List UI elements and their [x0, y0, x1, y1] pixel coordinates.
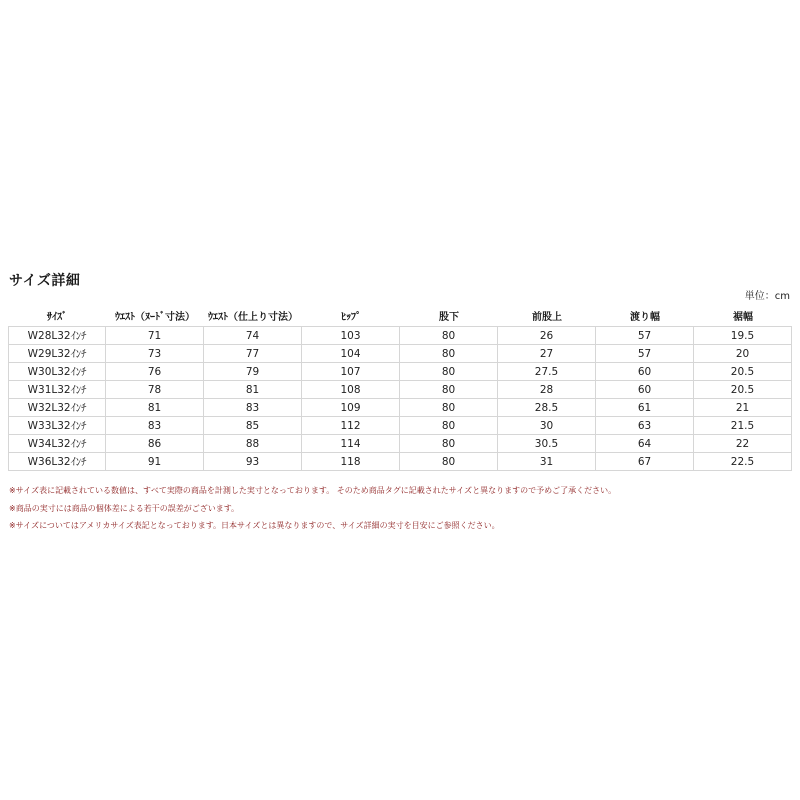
header-hip: ﾋｯﾌﾟ	[341, 311, 361, 323]
cell-hem-width: 22	[694, 435, 792, 453]
note-measurement: ※サイズ表に記載されている数値は、すべて実際の商品を計測した実寸となっております。 そのため商品タグに記載されたサイズと異なりますので予めご了承ください。	[9, 486, 617, 495]
header-hem-width: 裾幅	[733, 311, 753, 323]
cell-front-rise: 28	[498, 381, 596, 399]
header-size: ｻｲｽﾞ	[47, 311, 67, 323]
cell-thigh-width: 67	[596, 453, 694, 471]
header-inseam: 股下	[439, 311, 459, 323]
cell-front-rise: 28.5	[498, 399, 596, 417]
cell-inseam: 80	[400, 381, 498, 399]
cell-front-rise: 26	[498, 326, 596, 345]
cell-thigh-width: 61	[596, 399, 694, 417]
cell-inseam: 80	[400, 417, 498, 435]
cell-front-rise: 30	[498, 417, 596, 435]
unit-label: 単位：cm	[744, 291, 790, 302]
cell-inseam: 80	[400, 345, 498, 363]
cell-inseam: 80	[400, 363, 498, 381]
cell-waist-finished: 83	[204, 399, 302, 417]
cell-waist-finished: 79	[204, 363, 302, 381]
cell-waist-nude: 76	[106, 363, 204, 381]
header-row	[8, 304, 792, 326]
note-variance: ※商品の実寸には商品の個体差による若干の誤差がございます。	[9, 503, 240, 513]
cell-hip: 107	[302, 363, 400, 381]
table-row	[8, 345, 792, 363]
cell-thigh-width: 64	[596, 435, 694, 453]
cell-thigh-width: 57	[596, 345, 694, 363]
table-row	[8, 435, 792, 453]
header-waist-finished: ｳｴｽﾄ（仕上り寸法）	[208, 311, 298, 323]
cell-size: W32L32ｲﾝﾁ	[8, 399, 106, 417]
cell-hem-width: 20	[694, 345, 792, 363]
cell-hem-width: 20.5	[694, 381, 792, 399]
note-us-sizing: ※サイズについてはアメリカサイズ表記となっております。日本サイズとは異なりますので、サイズ詳細の実寸を目安にご参照ください。	[9, 521, 500, 530]
cell-hip: 103	[302, 326, 400, 345]
cell-hip: 118	[302, 453, 400, 471]
cell-waist-finished: 77	[204, 345, 302, 363]
cell-waist-finished: 74	[204, 326, 302, 345]
cell-size: W29L32ｲﾝﾁ	[8, 345, 106, 363]
table-row	[8, 399, 792, 417]
page-title: サイズ詳細	[9, 273, 81, 289]
cell-inseam: 80	[400, 453, 498, 471]
cell-waist-nude: 73	[106, 345, 204, 363]
cell-hip: 114	[302, 435, 400, 453]
cell-front-rise: 30.5	[498, 435, 596, 453]
cell-size: W34L32ｲﾝﾁ	[8, 435, 106, 453]
cell-waist-finished: 81	[204, 381, 302, 399]
table-row	[8, 453, 792, 471]
cell-hem-width: 21.5	[694, 417, 792, 435]
cell-thigh-width: 63	[596, 417, 694, 435]
cell-front-rise: 27.5	[498, 363, 596, 381]
cell-hip: 104	[302, 345, 400, 363]
cell-front-rise: 31	[498, 453, 596, 471]
cell-thigh-width: 60	[596, 381, 694, 399]
cell-waist-nude: 71	[106, 326, 204, 345]
cell-size: W36L32ｲﾝﾁ	[8, 453, 106, 471]
cell-hem-width: 19.5	[694, 326, 792, 345]
cell-size: W33L32ｲﾝﾁ	[8, 417, 106, 435]
cell-thigh-width: 57	[596, 326, 694, 345]
cell-hem-width: 20.5	[694, 363, 792, 381]
header-waist-nude: ｳｴｽﾄ（ﾇｰﾄﾞ寸法）	[115, 311, 195, 323]
table-row	[8, 381, 792, 399]
cell-waist-nude: 78	[106, 381, 204, 399]
cell-waist-nude: 91	[106, 453, 204, 471]
cell-thigh-width: 60	[596, 363, 694, 381]
cell-hem-width: 22.5	[694, 453, 792, 471]
cell-hip: 108	[302, 381, 400, 399]
cell-waist-finished: 93	[204, 453, 302, 471]
notes	[9, 482, 789, 535]
header-thigh-width: 渡り幅	[630, 311, 660, 323]
table-row	[8, 417, 792, 435]
cell-inseam: 80	[400, 399, 498, 417]
cell-front-rise: 27	[498, 345, 596, 363]
cell-waist-nude: 81	[106, 399, 204, 417]
cell-hip: 112	[302, 417, 400, 435]
header-front-rise: 前股上	[532, 311, 562, 323]
table-row	[8, 326, 792, 345]
table-row	[8, 363, 792, 381]
cell-hip: 109	[302, 399, 400, 417]
cell-size: W31L32ｲﾝﾁ	[8, 381, 106, 399]
cell-inseam: 80	[400, 326, 498, 345]
cell-waist-nude: 83	[106, 417, 204, 435]
cell-size: W28L32ｲﾝﾁ	[8, 326, 106, 345]
cell-inseam: 80	[400, 435, 498, 453]
cell-hem-width: 21	[694, 399, 792, 417]
cell-waist-finished: 88	[204, 435, 302, 453]
size-table	[8, 304, 792, 471]
cell-waist-finished: 85	[204, 417, 302, 435]
cell-waist-nude: 86	[106, 435, 204, 453]
cell-size: W30L32ｲﾝﾁ	[8, 363, 106, 381]
